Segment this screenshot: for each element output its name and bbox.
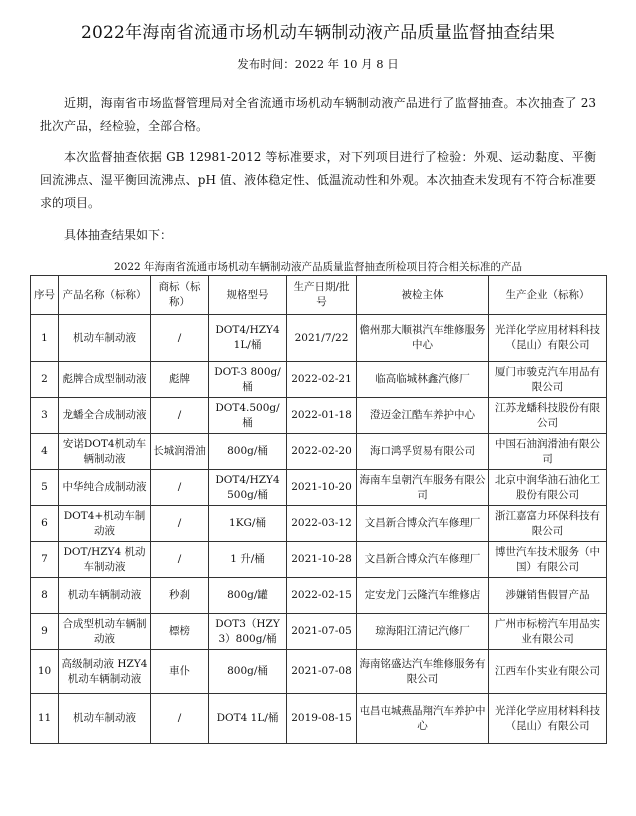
table-row — [31, 470, 607, 506]
cell-production-date: 2021-07-08 — [287, 650, 357, 694]
cell-trademark: 車仆 — [151, 650, 209, 694]
cell-product-name: 彪牌合成型制动液 — [59, 362, 151, 398]
cell-index: 6 — [31, 506, 59, 542]
cell-inspected-entity: 琼海阳江清记汽修厂 — [357, 614, 489, 650]
cell-index: 3 — [31, 398, 59, 434]
cell-inspected-entity: 临高临城林鑫汽修厂 — [357, 362, 489, 398]
cell-spec: 800g/桶 — [209, 650, 287, 694]
table-caption: 2022 年海南省流通市场机动车辆制动液产品质量监督抽查所检项目符合相关标准的产品 — [113, 261, 523, 273]
header-spec: 规格型号 — [209, 276, 287, 315]
cell-inspected-entity: 儋州那大顺祺汽车维修服务中心 — [357, 315, 489, 362]
table-row — [31, 506, 607, 542]
cell-index: 4 — [31, 434, 59, 470]
table-row — [31, 614, 607, 650]
cell-spec: DOT4/HZY4 500g/桶 — [209, 470, 287, 506]
cell-inspected-entity: 屯昌屯城燕晶翔汽车养护中心 — [357, 694, 489, 744]
cell-trademark: / — [151, 315, 209, 362]
cell-index: 2 — [31, 362, 59, 398]
cell-production-date: 2022-01-18 — [287, 398, 357, 434]
cell-trademark: 长城润滑油 — [151, 434, 209, 470]
header-trademark: 商标（标称） — [151, 276, 209, 315]
publish-date: 发布时间：2022 年 10 月 8 日 — [237, 57, 399, 71]
cell-inspected-entity: 文昌新合博众汽车修理厂 — [357, 542, 489, 578]
header-inspected-entity: 被检主体 — [357, 276, 489, 315]
cell-inspected-entity: 定安龙门云隆汽车维修店 — [357, 578, 489, 614]
cell-spec: DOT4.500g/桶 — [209, 398, 287, 434]
results-table — [30, 275, 607, 744]
cell-production-date: 2021-10-20 — [287, 470, 357, 506]
page-title: 2022年海南省流通市场机动车辆制动液产品质量监督抽查结果 — [80, 23, 556, 43]
cell-production-date: 2021/7/22 — [287, 315, 357, 362]
cell-trademark: 彪牌 — [151, 362, 209, 398]
table-row — [31, 578, 607, 614]
cell-product-name: 安诺DOT4机动车辆制动液 — [59, 434, 151, 470]
cell-product-name: 中华纯合成制动液 — [59, 470, 151, 506]
cell-inspected-entity: 海南车皇朝汽车服务有限公司 — [357, 470, 489, 506]
cell-trademark: 秒刹 — [151, 578, 209, 614]
cell-spec: 1 升/桶 — [209, 542, 287, 578]
cell-product-name: 合成型机动车辆制动液 — [59, 614, 151, 650]
cell-production-date: 2022-02-21 — [287, 362, 357, 398]
header-product-name: 产品名称（标称） — [59, 276, 151, 315]
cell-production-date: 2021-10-28 — [287, 542, 357, 578]
cell-product-name: 机动车辆制动液 — [59, 578, 151, 614]
table-row — [31, 315, 607, 362]
cell-trademark: / — [151, 398, 209, 434]
cell-product-name: DOT4+机动车制动液 — [59, 506, 151, 542]
cell-manufacturer: 中国石油润滑油有限公司 — [489, 434, 607, 470]
inspection-basis-paragraph: 本次监督抽查依据 GB 12981-2012 等标准要求，对下列项目进行了检验：外观、运动黏度、平衡回流沸点、湿平衡回流沸点、pH 值、液体稳定性、低温流动性和外观。本次抽查未发现有不符合标准要求的项目。 — [40, 150, 596, 210]
table-row — [31, 434, 607, 470]
cell-index: 11 — [31, 694, 59, 744]
cell-index: 10 — [31, 650, 59, 694]
cell-manufacturer: 浙江嘉富力环保科技有限公司 — [489, 506, 607, 542]
table-header-row — [31, 276, 607, 315]
cell-manufacturer: 博世汽车技术服务（中国）有限公司 — [489, 542, 607, 578]
cell-manufacturer: 光洋化学应用材料科技（昆山）有限公司 — [489, 694, 607, 744]
cell-production-date: 2022-02-20 — [287, 434, 357, 470]
table-row — [31, 398, 607, 434]
cell-product-name: 高级制动液 HZY4 机动车辆制动液 — [59, 650, 151, 694]
cell-spec: DOT4 1L/桶 — [209, 694, 287, 744]
cell-manufacturer: 江苏龙蟠科技股份有限公司 — [489, 398, 607, 434]
cell-spec: DOT4/HZY4 1L/桶 — [209, 315, 287, 362]
cell-trademark: 標榜 — [151, 614, 209, 650]
cell-index: 9 — [31, 614, 59, 650]
cell-index: 7 — [31, 542, 59, 578]
header-index: 序号 — [31, 276, 59, 315]
cell-manufacturer: 涉嫌销售假冒产品 — [489, 578, 607, 614]
cell-manufacturer: 厦门市骏克汽车用品有限公司 — [489, 362, 607, 398]
cell-trademark: / — [151, 542, 209, 578]
cell-production-date: 2022-02-15 — [287, 578, 357, 614]
header-manufacturer: 生产企业（标称） — [489, 276, 607, 315]
results-intro-paragraph: 具体抽查结果如下： — [64, 228, 173, 242]
cell-inspected-entity: 海南铭盛达汽车维修服务有限公司 — [357, 650, 489, 694]
table-row — [31, 542, 607, 578]
cell-trademark: / — [151, 694, 209, 744]
cell-manufacturer: 光洋化学应用材料科技（昆山）有限公司 — [489, 315, 607, 362]
cell-manufacturer: 北京中润华油石油化工股份有限公司 — [489, 470, 607, 506]
cell-manufacturer: 广州市标榜汽车用品实业有限公司 — [489, 614, 607, 650]
cell-trademark: / — [151, 506, 209, 542]
cell-spec: 800g/罐 — [209, 578, 287, 614]
cell-spec: 800g/桶 — [209, 434, 287, 470]
table-row — [31, 694, 607, 744]
cell-production-date: 2022-03-12 — [287, 506, 357, 542]
cell-inspected-entity: 海口鸿孚贸易有限公司 — [357, 434, 489, 470]
cell-production-date: 2019-08-15 — [287, 694, 357, 744]
cell-inspected-entity: 澄迈金江酷车养护中心 — [357, 398, 489, 434]
cell-index: 5 — [31, 470, 59, 506]
cell-product-name: 龙蟠全合成制动液 — [59, 398, 151, 434]
cell-spec: DOT-3 800g/桶 — [209, 362, 287, 398]
cell-production-date: 2021-07-05 — [287, 614, 357, 650]
cell-inspected-entity: 文昌新合博众汽车修理厂 — [357, 506, 489, 542]
cell-trademark: / — [151, 470, 209, 506]
cell-product-name: 机动车制动液 — [59, 694, 151, 744]
cell-index: 8 — [31, 578, 59, 614]
cell-manufacturer: 江西车仆实业有限公司 — [489, 650, 607, 694]
cell-spec: 1KG/桶 — [209, 506, 287, 542]
cell-spec: DOT3（HZY3）800g/桶 — [209, 614, 287, 650]
header-production-date: 生产日期/批号 — [287, 276, 357, 315]
cell-index: 1 — [31, 315, 59, 362]
table-row — [31, 650, 607, 694]
table-row — [31, 362, 607, 398]
cell-product-name: 机动车制动液 — [59, 315, 151, 362]
intro-paragraph: 近期，海南省市场监督管理局对全省流通市场机动车辆制动液产品进行了监督抽查。本次抽查了 23 批次产品，经检验，全部合格。 — [40, 96, 596, 133]
cell-product-name: DOT/HZY4 机动车制动液 — [59, 542, 151, 578]
